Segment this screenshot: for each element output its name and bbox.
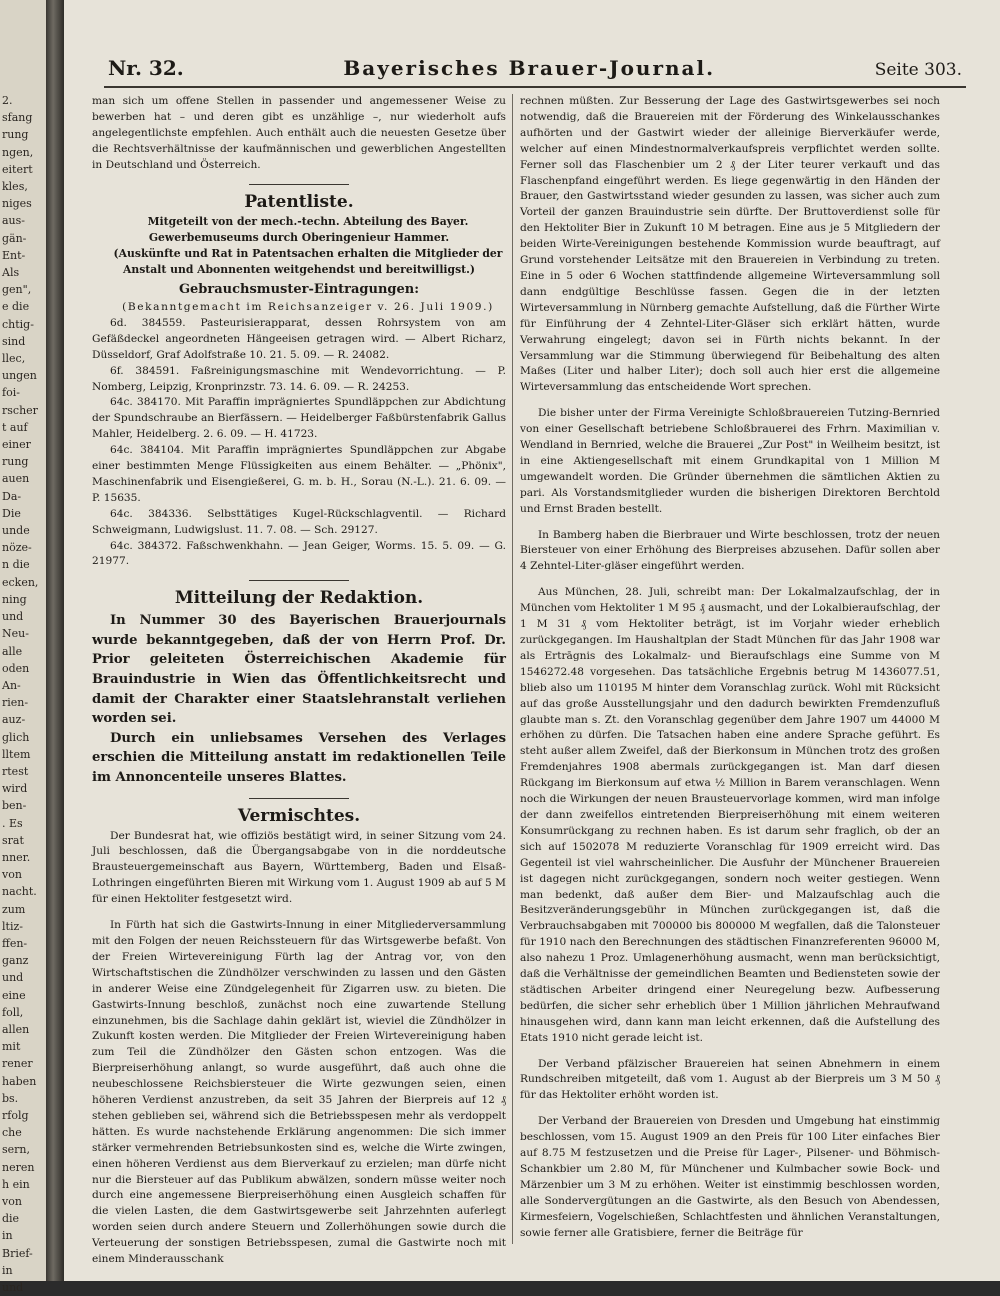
editorial-notice-paragraph: In Nummer 30 des Bayerischen Brauerjournals wurde bekanntgegeben, daß der von Herrn Prof. Dr. Prior geleiteten Österreichischen Akademie für Brauindustrie in Wien das Öffentlichkeitsrecht und damit der Charakter einer Staatslehranstalt verliehen worden sei. [92,613,506,727]
adjacent-page-edge [0,0,47,1295]
article-paragraph: Die bisher unter der Firma Vereinigte Schloßbrauereien Tutzing-Bernried von einer Gesellschaft betriebene Schloßbrauerei des Frhrn. Maximilian v. Wendland in Bernried, welche die Brauerei „Zur Post" in Weilheim besitzt, ist in eine Aktiengesellschaft mit einem Grundkapital von 1 Million M umgewandelt worden. Die Gründer übernehmen die sämtlichen Aktien zu pari. Als Vorstandsmitglieder wurden die bisherigen Direktoren Berchtold und Ernst Braden bestellt. [520,407,940,515]
journal-page [64,0,1000,1281]
utility-model-entry: 6f. 384591. Faßreinigungsmaschine mit Wendevorrichtung. — P. Nomberg, Leipzig, Kronprinzstr. 73. 14. 6. 09. — R. 24253. [92,364,506,393]
utility-model-entry: 64c. 384104. Mit Paraffin imprägniertes Spundläppchen zur Abgabe einer bestimmten Menge Flüssigkeiten aus einem Behälter. — „Phönix", Maschinenfabrik und Eisengießerei, G. m. b. H., Sorau (N.-L.). 21. 6. 09. — P. 15635. [92,444,506,504]
patent-list-heading: Patentliste. [244,191,354,212]
journal-title: Bayerisches Brauer-Journal. [343,56,716,80]
article-paragraph: Der Bundesrat hat, wie offiziös bestätigt wird, in seiner Sitzung vom 24. Juli beschlossen, daß die Übergangsabgabe von in die norddeutsche Brausteuergemeinschaft aus Bayern, Württemberg, Baden und Elsaß-Lothringen eingeführten Bieren mit Wirkung vom 1. August 1909 ab auf 5 M für einen Hektoliter festgesetzt wird. [92,829,506,906]
article-paragraph: rechnen müßten. Zur Besserung der Lage des Gastwirtsgewerbes sei noch notwendig, daß die Brauereien mit der Förderung des Winkelausschankes aufhörten und der Gastwirt wieder der alleinige Bierverkäufer werde, welcher auf einen Mindestnormalverkaufspreis verpflichtet werden sollte. Ferner soll das Flaschenbier um 2 ₰ der Liter teurer verkauft und das Flaschenpfand eingeführt werden. Es liege gegenwärtig in den Händen der Brauer, den Gastwirtsstand wieder gesunden zu lassen, was sicher auch zum Vorteil der ganzen Brauindustrie sein dürfte. Der Bruttoverdienst solle für den Hektoliter Bier in Zukunft 10 M betragen. Eine aus je 5 Mitgliedern der beiden Wirte-Vereinigungen bestehende Kommission wurde beauftragt, auf Grund vorstehender Leitsätze mit den Brauereien in Verbindung zu treten. Eine in 5 oder 6 Wochen stattfindende allgemeine Wirteversammlung soll dann endgültige Beschlüsse fassen. Gegen die in der letzten Wirteversammlung in Nürnberg gemachte Aufstellung, daß die Fürther Wirte für Einführung der 4 Zehntel-Liter-Gläser sich erklärt hätten, wurde Verwahrung eingelegt; davon sei in Fürth nichts bekannt. In der Versammlung war die Stimmung überwiegend für Beibehaltung des alten Maßes (Liter und halber Liter); doch soll auch hier erst die allgemeine Wirteversammlung das entscheidende Wort sprechen. [520,95,940,394]
utility-model-entry: 64c. 384372. Faßschwenkhahn. — Jean Geiger, Worms. 15. 5. 09. — G. 21977. [92,539,506,568]
patent-list-subtitle: Mitgeteilt von der mech.-techn. Abteilung des Bayer. Gewerbemuseums durch Oberingenieur Hammer. [147,215,469,245]
utility-model-entry: 64c. 384170. Mit Paraffin imprägniertes Spundläppchen zur Abdichtung der Spundschraube an Bierfässern. — Heidelberger Faßbürstenfabrik Gallus Mahler, Heidelberg. 2. 6. 09. — H. 41723. [92,396,506,441]
article-paragraph: In Fürth hat sich die Gastwirts-Innung in einer Mitgliederversammlung mit den Folgen der neuen Reichssteuern für das Wirtsgewerbe befaßt. Von der Freien Wirtevereinigung Fürth lag der Antrag vor, von den Wirtschaftstischen die Zündhölzer verschwinden zu lassen und den Gästen in anderer Weise eine Zündgelegenheit für Zigarren usw. zu bieten. Die Gastwirts-Innung beschloß, zunächst noch eine zuwartende Stellung einzunehmen, bis die Sachlage dahin geklärt ist, wieviel die Zündhölzer in Zukunft kosten werden. Die Mitglieder der Freien Wirtevereinigung haben zum Teil die Zündhölzer den Gästen schon entzogen. Was die Bierpreiserhöhung anlangt, so wurde ausgeführt, daß auch ohne die neubeschlossene Reichsbiersteuer die Wirte gezwungen seien, einen höheren Verdienst anzustreben, da seit 35 Jahren der Bierpreis auf 12 ₰ stehen geblieben sei, während sich die Betriebsspesen mehr als verdoppelt hätten. Es wurde nachstehende Erklärung angenommen: Die sich immer stärker vermehrenden Betriebsunkosten sind es, welche die Wirte zwingen, einen höheren Verdienst aus dem Bierverkauf zu erzielen; man dürfe nicht nur die Biersteuer auf das Publikum abwälzen, sondern müsse weiter noch durch eine angemessene Bierpreiserhöhung einen Ausgleich schaffen für die vielen Lasten, die dem Gastwirtsgewerbe seit Jahrzehnten auferlegt worden seien durch andere Steuern und Zollerhöhungen sowie durch die Verteuerung der sonstigen Betriebsspesen, zumal die Gastwirte noch mit einem Minderausschank [92,919,506,1266]
miscellaneous-heading: Vermischtes. [237,805,361,826]
editorial-notice-paragraph: Durch ein unliebsames Versehen des Verlages erschien die Mitteilung anstatt im redaktionellen Teile im Annoncenteile unseres Blattes. [92,730,506,786]
intro-paragraph: man sich um offene Stellen in passender und angemessener Weise zu bewerben hat – und deren gibt es unzählige –, nur wiederholt aufs angelegentlichste empfehlen. Auch enthält auch die neuesten Gesetze über die Rechtsverhältnisse der kaufmännischen und gewerblichen Angestellten in Deutschland und Österreich. [92,95,506,171]
book-gutter [46,0,64,1281]
article-paragraph: Aus München, 28. Juli, schreibt man: Der Lokalmalzaufschlag, der in München vom Hektoliter 1 M 95 ₰ ausmacht, und der Lokalbieraufschlag, der 1 M 31 ₰ vom Hektoliter beträgt, ist im Vorjahr wieder erheblich zurückgegangen. Im Haushaltplan der Stadt München für das Jahr 1908 war als Ertrāgnis des Lokalmalz- und Bieraufschlags eine Summe von M 1546272.48 vorgesehen. Das tatsächliche Ergebnis betrug M 1436077.51, blieb also um 110195 M hinter dem Voranschlag zurück. Wohl mit Rücksicht auf das große Ausstellungsjahr und den dadurch bewirkten Fremdenzufluß glaubte man s. Zt. den Voranschlag gegenüber dem Jahre 1907 um 44000 M erhöhen zu dürfen. Die Tatsachen haben eine andere Sprache geführt. Es steht außer allem Zweifel, daß der Bierkonsum in München trotz des großen Fremdenjahres 1908 abermals zurückgegangen ist. Man darf diesen Rückgang im Bierkonsum auf etwa ½ Million in Barem veranschlagen. Wenn noch die Wirkungen der neuen Brausteuervorlage kommen, wird man infolge der dann zweifellos eintretenden Bierpreiserhöhung mit einem weiteren Konsumrückgang zu rechnen haben. Es ist darum sehr fraglich, ob der an sich auf 1502078 M reduzierte Voranschlag für 1909 erreicht wird. Das Gegenteil ist viel wahrscheinlicher. Die Ausfuhr der Münchener Brauereien ist dagegen nicht zurückgegangen, sondern noch weiter gestiegen. Wenn man bedenkt, daß außer dem Bier- und Malzaufschlag auch die Besitzveränderungsgebühr in München zurückgegangen ist, daß die Verbrauchsabgaben mit 700000 bis 800000 M wegfallen, daß die Talonsteuer für 1910 nach den Berechnungen des städtischen Finanzreferenten 96000 M, also nahezu 1 Proz. Umlagenerhöhung ausmacht, wenn man berücksichtigt, daß die Verhältnisse der gemeindlichen Beamten und Bediensteten sowie der städtischen Arbeiter dringend einer Neuregelung bezw. Aufbesserung bedürfen, die sicher sehr erheblich über 1 Million jährlichen Mehraufwand hinausgehen wird, dann kann man leicht erkennen, daß die Aufstellung des Etats 1910 nicht gerade leicht ist. [520,586,940,1044]
patent-list-note: (Auskünfte und Rat in Patentsachen erhalten die Mitglieder der Anstalt und Abonnenten weitgehendst und bereitwilligst.) [113,247,503,277]
article-paragraph: Der Verband pfälzischer Brauereien hat seinen Abnehmern in einem Rundschreiben mitgeteilt, daß vom 1. August ab der Bierpreis um 3 M 50 ₰ für das Hektoliter erhöht worden ist. [520,1057,940,1102]
editorial-notice-heading: Mitteilung der Redaktion. [174,588,424,609]
utility-model-entry: 64c. 384336. Selbsttätiges Kugel-Rückschlagventil. — Richard Schweigmann, Ludwigslust. 11. 7. 08. — Sch. 29127. [92,507,506,536]
utility-model-heading: Gebrauchsmuster-Eintragungen: [178,282,420,298]
right-column [520,94,940,1264]
section-separator [249,580,349,581]
article-paragraph: Der Verband der Brauereien von Dresden und Umgebung hat einstimmig beschlossen, vom 15. August 1909 an den Preis für 100 Liter einfaches Bier auf 8.75 M festzusetzen und die Preise für Lager-, Pilsener- und Böhmisch-Schankbier um 2.80 M, für Münchener und Kulmbacher sowie Bock- und Märzenbier um 3 M zu erhöhen. Weiter ist einstimmig beschlossen worden, alle Sondervergütungen an die Gastwirte, als den Besuch von Abendessen, Kirmesfeiern, Vogelschießen, Schlachtfesten und ähnlichen Veranstaltungen, sowie ferner alle Gratisbiere, ferner die Beiträge für [520,1115,940,1239]
header-rule [104,86,966,88]
issue-number: Nr. 32. [108,56,184,80]
article-paragraph: In Bamberg haben die Bierbrauer und Wirte beschlossen, trotz der neuen Biersteuer von einer Erhöhung des Bierpreises abzusehen. Dafür sollen aber 4 Zehntel-Liter-gläser eingeführt werden. [520,528,940,573]
utility-model-entry: 6d. 384559. Pasteurisierapparat, dessen Rohrsystem von am Gefäßdeckel angeordneten Hängeeisen getragen wird. — Albert Richarz, Düsseldorf, Graf Adolfstraße 10. 21. 5. 09. — R. 24082. [92,316,506,361]
adjacent-page-text-fragments: 2. sfang rung ngen, eitert kles, niges aus- gän- Ent- Als gen", e die chtig- sind llec, ungen foi- rscher t auf einer rung auen Da- Die unde nöze- n die ecken, ning und Neu- alle oden An- rien- auz- glich lltem rtest wird ben- . Es srat nner. von nacht. zum ltiz- ffen- ganz und eine foll, allen mit rener haben bs. rfolg che sern, neren h ein von die in Brief- in und [2,94,39,1295]
section-separator [249,184,349,185]
left-column [92,94,506,1264]
page-header [108,56,962,86]
utility-model-source: (Bekanntgemacht im Reichsanzeiger v. 26. Juli 1909.) [122,300,494,313]
page-number: Seite 303. [874,60,962,80]
column-divider [512,94,513,1244]
section-separator [249,798,349,799]
